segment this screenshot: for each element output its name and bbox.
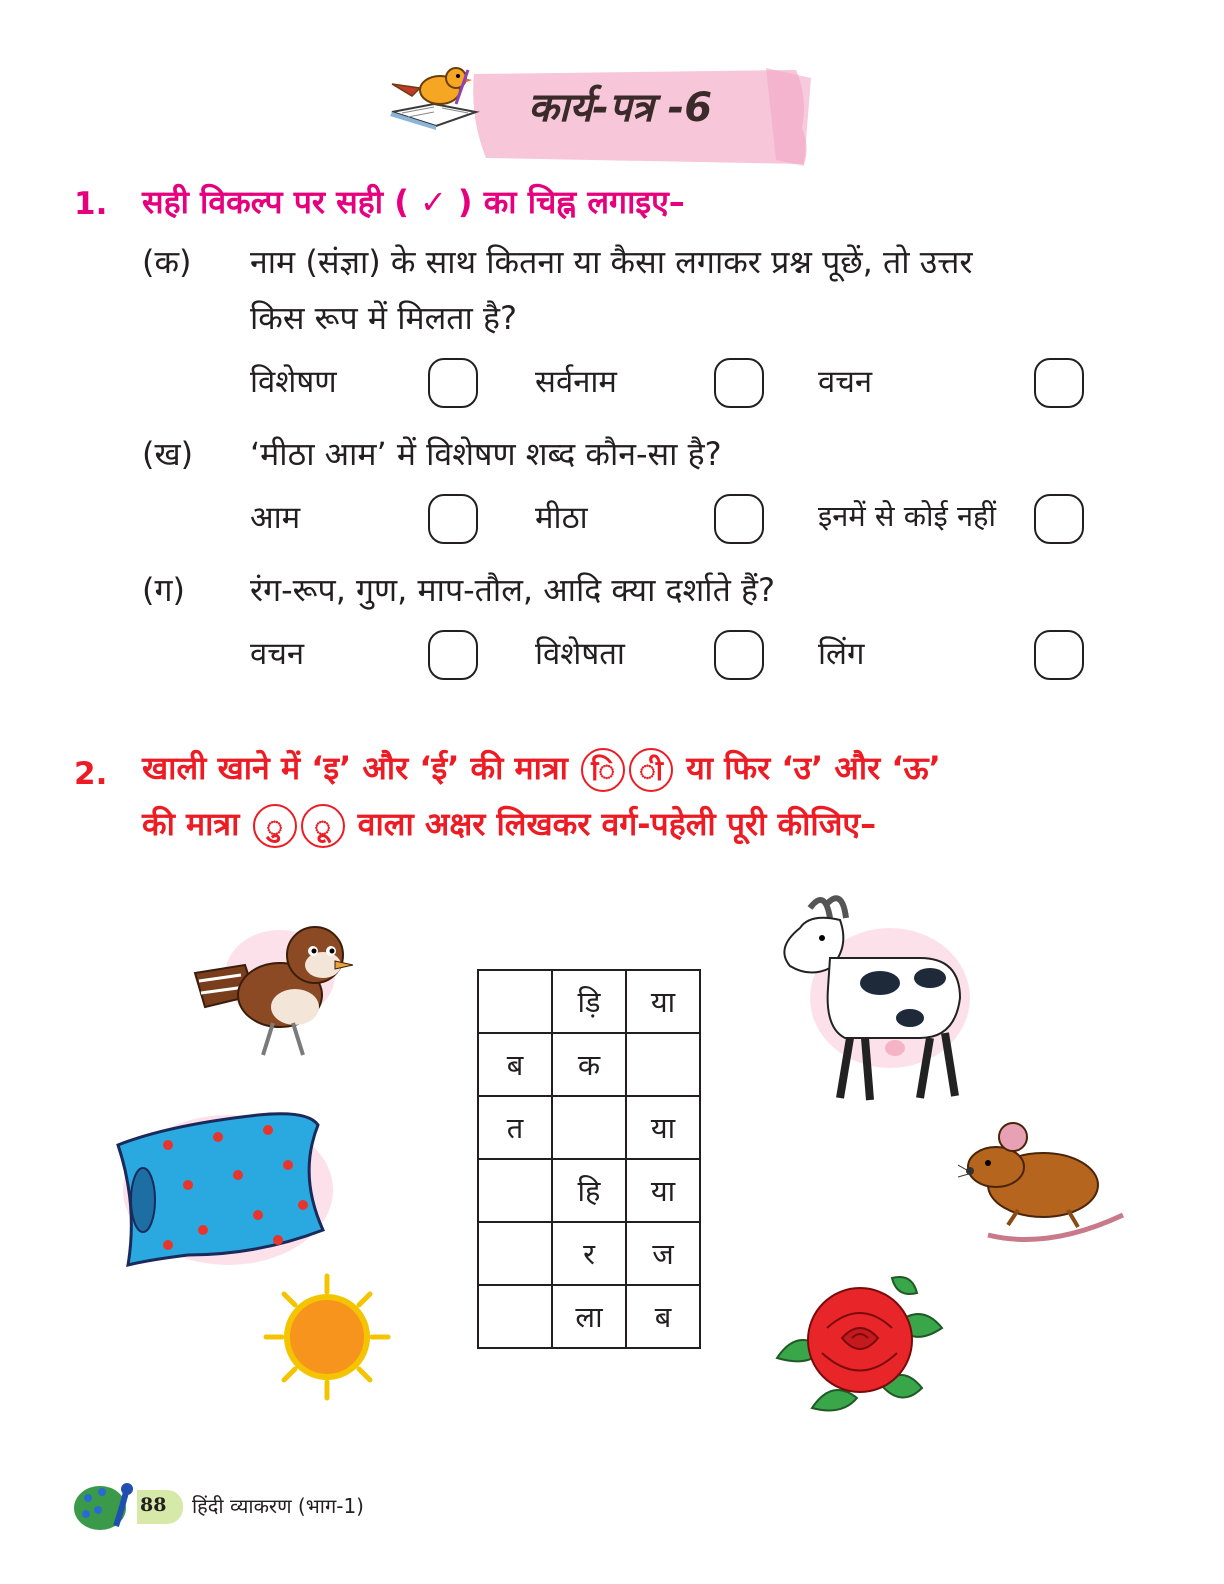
q1-ga-option-2: विशेषता bbox=[535, 636, 625, 672]
q1-ka-option-3: वचन bbox=[818, 364, 873, 400]
puzzle-cell: या bbox=[626, 1096, 700, 1159]
q1-item-ka-label: (क) bbox=[142, 243, 192, 281]
question-2-number: 2. bbox=[74, 756, 108, 792]
puzzle-cell-blank[interactable] bbox=[478, 970, 552, 1033]
matra-u-circle: ु bbox=[253, 804, 297, 848]
q1-kha-option-1-checkbox[interactable] bbox=[428, 494, 478, 544]
puzzle-cell: या bbox=[626, 970, 700, 1033]
puzzle-row bbox=[478, 970, 700, 1033]
q1-kha-option-3-checkbox[interactable] bbox=[1034, 494, 1084, 544]
puzzle-row bbox=[478, 1033, 700, 1096]
q1-item-ka-question: नाम (संज्ञा) के साथ कितना या कैसा लगाकर प्रश्न पूछें, तो उत्तर bbox=[250, 243, 973, 281]
q2-text-3: की मात्रा bbox=[142, 805, 240, 843]
q1-item-kha-label: (ख) bbox=[142, 435, 194, 473]
q1-ka-option-2: सर्वनाम bbox=[535, 364, 617, 400]
puzzle-cell: या bbox=[626, 1159, 700, 1222]
puzzle-cell: ज bbox=[626, 1222, 700, 1285]
q1-ka-option-1-checkbox[interactable] bbox=[428, 358, 478, 408]
mouse-image bbox=[958, 1115, 1128, 1255]
puzzle-cell-blank[interactable] bbox=[478, 1285, 552, 1348]
puzzle-cell: र bbox=[552, 1222, 626, 1285]
q1-ka-option-2-checkbox[interactable] bbox=[714, 358, 764, 408]
puzzle-cell: ला bbox=[552, 1285, 626, 1348]
q1-ga-option-3: लिंग bbox=[818, 636, 865, 672]
q1-kha-option-2: मीठा bbox=[535, 500, 588, 536]
q1-item-ga-label: (ग) bbox=[142, 571, 185, 609]
puzzle-cell-blank[interactable] bbox=[626, 1033, 700, 1096]
peacock-icon bbox=[72, 1478, 140, 1534]
puzzle-row bbox=[478, 1159, 700, 1222]
puzzle-row bbox=[478, 1222, 700, 1285]
puzzle-cell-blank[interactable] bbox=[478, 1159, 552, 1222]
page-number: 88 bbox=[140, 1494, 167, 1516]
puzzle-row bbox=[478, 1096, 700, 1159]
sun-image bbox=[262, 1272, 392, 1402]
goat-image bbox=[770, 888, 975, 1113]
puzzle-cell: त bbox=[478, 1096, 552, 1159]
question-2-line-2 bbox=[142, 802, 876, 848]
rose-image bbox=[772, 1268, 947, 1416]
q1-ga-option-1-checkbox[interactable] bbox=[428, 630, 478, 680]
sparrow-image bbox=[185, 915, 360, 1065]
question-2-line-1 bbox=[142, 746, 941, 792]
q1-ga-option-2-checkbox[interactable] bbox=[714, 630, 764, 680]
question-1-number: 1. bbox=[74, 186, 108, 222]
puzzle-cell: हि bbox=[552, 1159, 626, 1222]
q1-ga-option-3-checkbox[interactable] bbox=[1034, 630, 1084, 680]
worksheet-title: कार्य-पत्र -6 bbox=[528, 85, 713, 131]
q1-item-kha-question: ‘मीठा आम’ में विशेषण शब्द कौन-सा है? bbox=[250, 435, 722, 473]
puzzle-row bbox=[478, 1285, 700, 1348]
matra-uu-circle: ू bbox=[301, 804, 345, 848]
q2-text-2: या फिर ‘उ’ और ‘ऊ’ bbox=[686, 749, 941, 787]
puzzle-cell-blank[interactable] bbox=[478, 1222, 552, 1285]
q1-kha-option-1: आम bbox=[250, 500, 301, 536]
book-title: हिंदी व्याकरण (भाग-1) bbox=[192, 1494, 364, 1518]
q1-kha-option-2-checkbox[interactable] bbox=[714, 494, 764, 544]
puzzle-cell: क bbox=[552, 1033, 626, 1096]
question-1-instruction: सही विकल्प पर सही ( ✓ ) का चिह्न लगाइए– bbox=[142, 183, 685, 221]
q1-ka-option-3-checkbox[interactable] bbox=[1034, 358, 1084, 408]
q1-kha-option-3: इनमें से कोई नहीं bbox=[818, 499, 996, 533]
q1-ka-option-1: विशेषण bbox=[250, 364, 337, 400]
q1-ga-option-1: वचन bbox=[250, 636, 305, 672]
q1-item-ga-question: रंग-रूप, गुण, माप-तौल, आदि क्या दर्शाते हैं? bbox=[250, 571, 775, 609]
puzzle-cell: ब bbox=[478, 1033, 552, 1096]
q1-item-ka-question-cont: किस रूप में मिलता है? bbox=[250, 299, 517, 337]
puzzle-cell: ब bbox=[626, 1285, 700, 1348]
word-puzzle-grid bbox=[477, 969, 701, 1349]
q2-text-1: खाली खाने में ‘इ’ और ‘ई’ की मात्रा bbox=[142, 749, 568, 787]
puzzle-cell: ड़ि bbox=[552, 970, 626, 1033]
matra-i-circle: ि bbox=[581, 748, 625, 792]
bird-writing-icon bbox=[372, 60, 502, 132]
pillow-image bbox=[108, 1105, 333, 1270]
matra-ii-circle: ी bbox=[629, 748, 673, 792]
puzzle-cell-blank[interactable] bbox=[552, 1096, 626, 1159]
q2-text-4: वाला अक्षर लिखकर वर्ग-पहेली पूरी कीजिए– bbox=[357, 805, 877, 843]
